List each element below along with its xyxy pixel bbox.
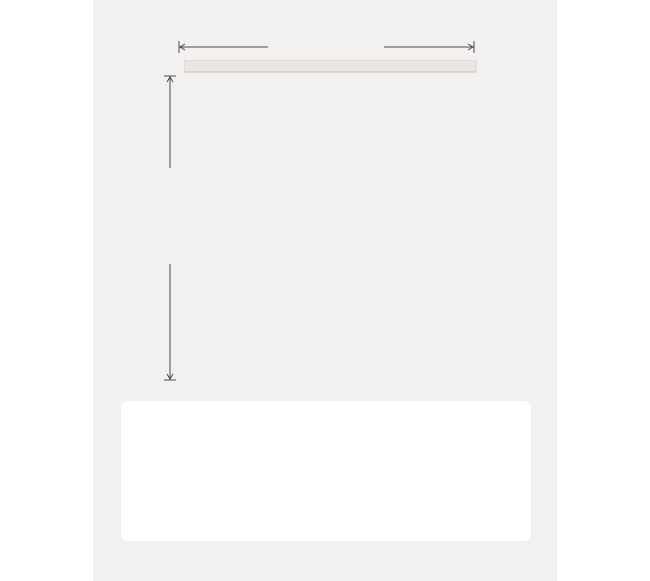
specifications-panel [121, 401, 531, 541]
headrail-track [184, 60, 476, 72]
panel-blind-illustration [184, 60, 484, 386]
